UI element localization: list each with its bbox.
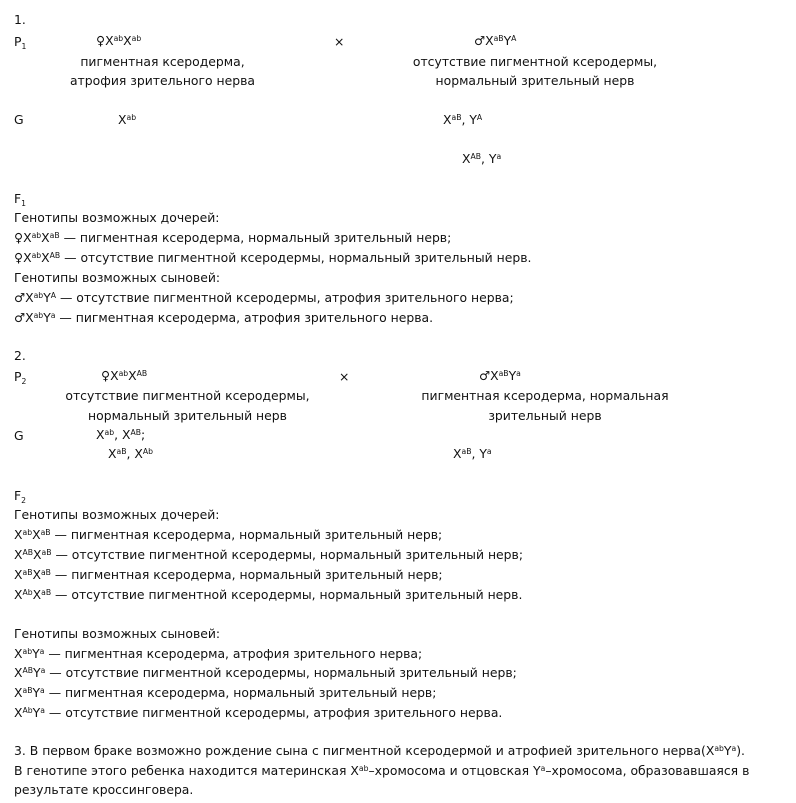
cross-sign: ×: [334, 34, 345, 49]
p1-male-gametes: $X^{aB}$, $Y^A$: [443, 112, 483, 127]
p2-male-phenotype-1: пигментная ксеродерма, нормальная: [421, 388, 669, 403]
f1-daughter-row: $♀X^{ab}X^{aB}$ — пигментная ксеродерма, нормальный зрительный нерв;: [14, 230, 452, 245]
f1-label: $F_1$: [14, 191, 27, 208]
f1-daughters-header: Генотипы возможных дочерей:: [14, 210, 220, 225]
p2-gametes-label: G: [14, 428, 24, 443]
f2-daughter-row: $X^{ab}X^{aB}$ — пигментная ксеродерма, нормальный зрительный нерв;: [14, 527, 443, 542]
f2-daughter-row: $X^{Ab}X^{aB}$ — отсутствие пигментной ксеродермы, нормальный зрительный нерв.: [14, 587, 523, 602]
p3-line-1: 3. В первом браке возможно рождение сына с пигментной ксеродермой и атрофией зрительного $нерва(X^{ab}Y^a)$.: [14, 743, 745, 758]
male-icon: ♂: [474, 33, 486, 48]
f1-son-row: $♂X^{ab}Y^a$ — пигментная ксеродерма, атрофия зрительного нерва.: [14, 310, 434, 325]
part2-number: 2.: [14, 348, 26, 363]
male-icon: ♂: [479, 368, 491, 383]
f1-daughter-row: $♀X^{ab}X^{AB}$ — отсутствие пигментной ксеродермы, нормальный зрительный нерв.: [14, 250, 532, 265]
part1-number: 1.: [14, 12, 26, 27]
f2-daughter-row: $X^{aB}X^{aB}$ — пигментная ксеродерма, нормальный зрительный нерв;: [14, 567, 443, 582]
p1-male-phenotype-2: нормальный зрительный нерв: [435, 73, 635, 88]
p1-female-genotype: $♀X^{ab}X^{ab}$: [96, 33, 142, 48]
f2-daughters-header: Генотипы возможных дочерей:: [14, 507, 220, 522]
p1-female-phenotype-2: атрофия зрительного нерва: [69, 73, 256, 88]
f2-label: $F_2$: [14, 488, 27, 505]
p2-male-phenotype-2: зрительный нерв: [488, 408, 602, 423]
f2-son-row: $X^{Ab}Y^a$ — отсутствие пигментной ксеродермы, атрофия зрительного нерва.: [14, 705, 503, 720]
f2-son-row: $X^{aB}Y^a$ — пигментная ксеродерма, нормальный зрительный нерв;: [14, 685, 437, 700]
p1-female-gamete: $X^{ab}$: [118, 112, 137, 127]
p1-female-phenotype-1: пигментная ксеродерма,: [80, 54, 245, 69]
p2-female-gametes-2: $X^{aB}$, $X^{Ab}$: [108, 446, 153, 461]
cross-sign: ×: [339, 369, 350, 384]
p2-parents-label: $P_2$: [14, 369, 27, 386]
f2-sons-header: Генотипы возможных сыновей:: [14, 626, 221, 641]
p1-male-recombinant-gametes: $X^{AB}$, $Y^a$: [462, 151, 502, 166]
p1-male-phenotype-1: отсутствие пигментной ксеродермы,: [412, 54, 658, 69]
p1-gametes-label: G: [14, 112, 24, 127]
female-icon: ♀: [101, 368, 111, 383]
p2-male-genotype: $♂X^{aB}Y^a$: [479, 368, 521, 383]
f2-son-row: $X^{AB}Y^a$ — отсутствие пигментной ксеродермы, нормальный зрительный нерв;: [14, 665, 517, 680]
p2-female-phenotype-1: отсутствие пигментной ксеродермы,: [65, 388, 310, 403]
p3-line-2: В генотипе этого ребенка находится материнская $X^{ab}$–хромосома и отцовская $Y^a$–хромосома, образовавшаяся в: [14, 763, 750, 778]
f2-son-row: $X^{ab}Y^a$ — пигментная ксеродерма, атрофия зрительного нерва;: [14, 646, 423, 661]
f2-daughter-row: $X^{AB}X^{aB}$ — отсутствие пигментной ксеродермы, нормальный зрительный нерв;: [14, 547, 524, 562]
f1-son-row: $♂X^{ab}Y^A$ — отсутствие пигментной ксеродермы, атрофия зрительного нерва;: [14, 290, 514, 305]
f1-sons-header: Генотипы возможных сыновей:: [14, 270, 221, 285]
p1-parents-label: $P_1$: [14, 34, 27, 51]
p2-female-phenotype-2: нормальный зрительный нерв: [88, 408, 287, 423]
p2-female-gametes-1: $X^{ab}$, $X^{AB}$;: [96, 427, 146, 442]
p2-male-gametes: $X^{aB}$, $Y^a$: [453, 446, 492, 461]
p3-line-3: результате кроссинговера.: [14, 782, 194, 797]
female-icon: ♀: [96, 33, 106, 48]
p1-male-genotype: $♂X^{aB}Y^A$: [474, 33, 517, 48]
p2-female-genotype: $♀X^{ab}X^{AB}$: [101, 368, 148, 383]
